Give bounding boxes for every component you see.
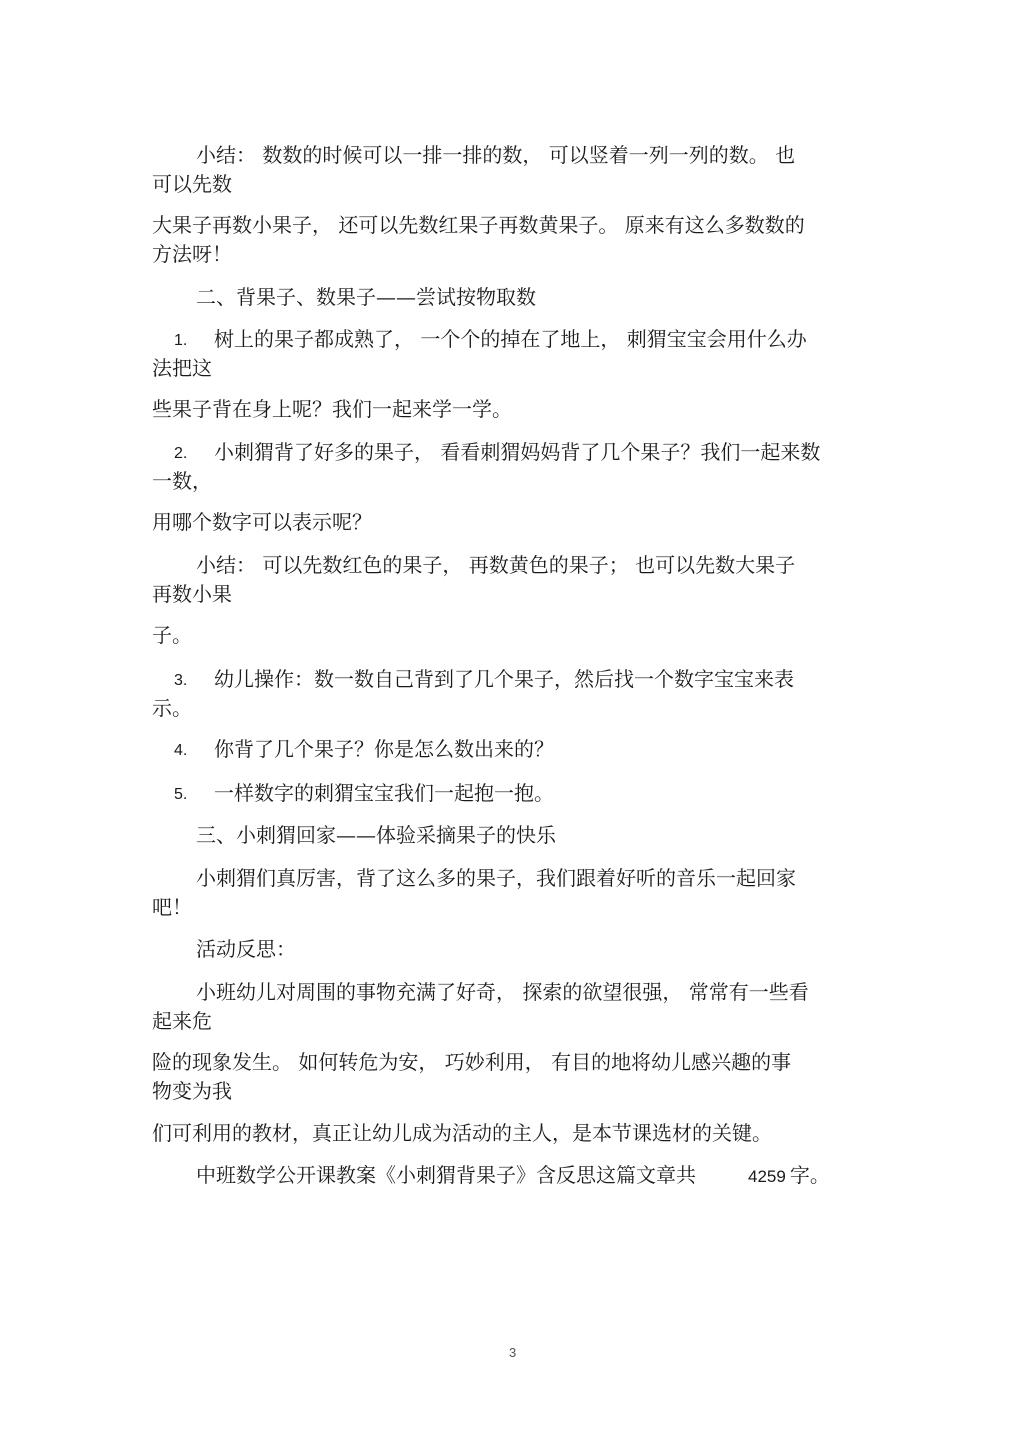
section2-title: 二、背果子、数果子——尝试按物取数 — [196, 285, 536, 309]
footer-word-count: 4259 — [748, 1167, 786, 1186]
section3-line2: 吧！ — [152, 895, 192, 919]
item3-line2: 示。 — [152, 696, 192, 720]
item1-line3: 些果子背在身上呢？我们一起来学一学。 — [152, 397, 512, 421]
footer-line — [196, 1162, 830, 1190]
item2-line2: 一数， — [152, 469, 212, 493]
summary1-line4: 方法呀！ — [152, 242, 232, 266]
reflection-title: 活动反思： — [196, 937, 296, 961]
summary2-line3: 子。 — [152, 623, 192, 647]
footer-text-b: 字。 — [789, 1163, 830, 1187]
item1-line2: 法把这 — [152, 356, 212, 380]
item3-number: 3. — [174, 672, 188, 689]
footer-text-a: 中班数学公开课教案《小刺猬背果子》含反思这篇文章共 — [196, 1163, 696, 1187]
item3-line1: 幼儿操作：数一数自己背到了几个果子，然后找一个数字宝宝来表 — [214, 667, 794, 691]
item4-number: 4. — [174, 742, 188, 759]
summary2-line1: 小结： 可以先数红色的果子， 再数黄色的果子； 也可以先数大果子 — [196, 553, 796, 577]
summary1-line3: 大果子再数小果子， 还可以先数红果子再数黄果子。 原来有这么多数数的 — [152, 213, 805, 237]
item1-line1: 树上的果子都成熟了， 一个个的掉在了地上， 刺猬宝宝会用什么办 — [214, 327, 807, 351]
item2-number: 2. — [174, 445, 188, 462]
reflection-line1: 小班幼儿对周围的事物充满了好奇， 探索的欲望很强， 常常有一些看 — [196, 980, 809, 1004]
reflection-line5: 们可利用的教材，真正让幼儿成为活动的主人，是本节课选材的关键。 — [152, 1121, 772, 1145]
item4-line1: 你背了几个果子？你是怎么数出来的？ — [214, 737, 554, 761]
summary1-line1: 小结： 数数的时候可以一排一排的数， 可以竖着一列一列的数。 也 — [196, 143, 796, 167]
reflection-line3: 险的现象发生。 如何转危为安， 巧妙利用， 有目的地将幼儿感兴趣的事 — [152, 1050, 792, 1074]
item1-number: 1. — [174, 332, 188, 349]
page-number: 3 — [509, 1345, 517, 1360]
reflection-line2: 起来危 — [152, 1009, 212, 1033]
item5-line1: 一样数字的刺猬宝宝我们一起抱一抱。 — [214, 781, 554, 805]
summary2-line2: 再数小果 — [152, 582, 232, 606]
section3-line1: 小刺猬们真厉害，背了这么多的果子，我们跟着好听的音乐一起回家 — [196, 866, 796, 890]
item5-number: 5. — [174, 786, 188, 803]
item2-line3: 用哪个数字可以表示呢？ — [152, 510, 372, 534]
summary1-line2: 可以先数 — [152, 172, 232, 196]
item2-line1: 小刺猬背了好多的果子， 看看刺猬妈妈背了几个果子？我们一起来数 — [214, 440, 821, 464]
section3-title: 三、小刺猬回家——体验采摘果子的快乐 — [196, 823, 556, 847]
reflection-line4: 物变为我 — [152, 1079, 232, 1103]
